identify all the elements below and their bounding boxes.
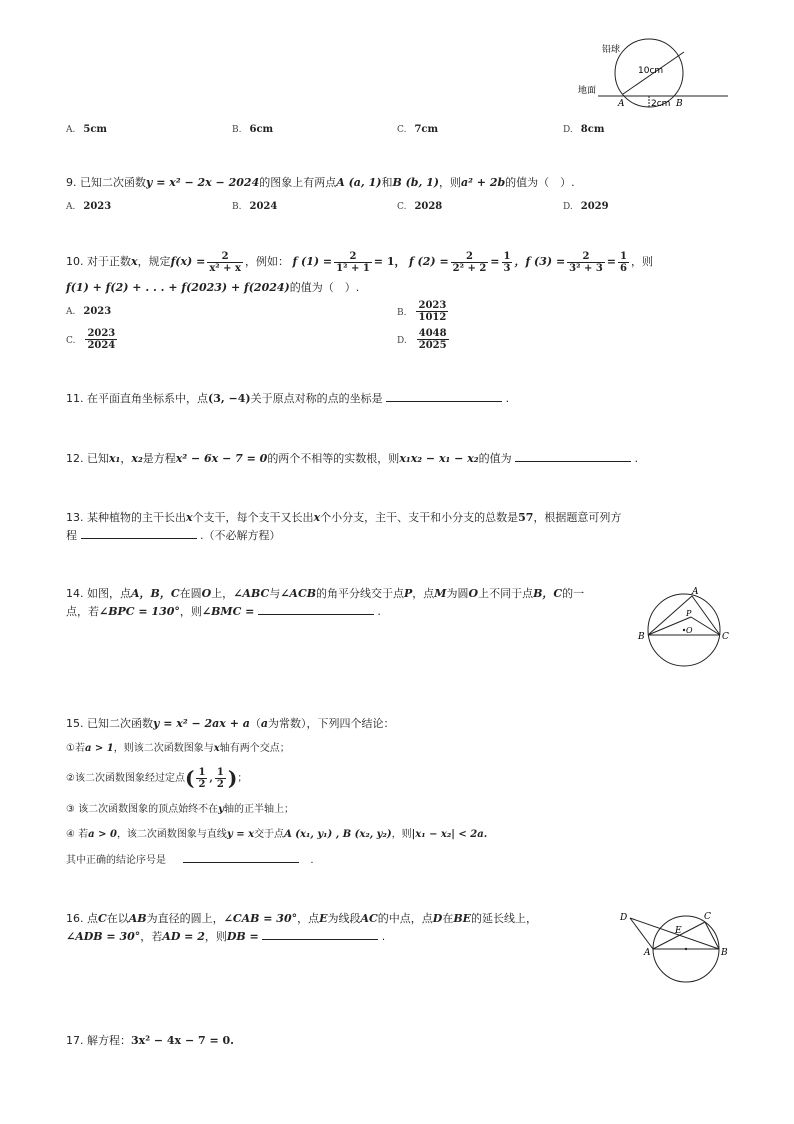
q10-f1: f (1) = bbox=[292, 255, 333, 268]
numerator: 2 bbox=[334, 251, 372, 263]
q14-condition: ∠BPC = 130° bbox=[99, 605, 180, 618]
denominator: 1² + 1 bbox=[336, 262, 370, 274]
point-a-label: A bbox=[618, 99, 625, 109]
option-fraction bbox=[85, 328, 117, 351]
segment-cp bbox=[691, 617, 720, 635]
question-9 bbox=[66, 175, 575, 191]
label-b: B bbox=[721, 948, 728, 958]
period: . bbox=[381, 930, 386, 943]
question-number: 15. bbox=[66, 717, 84, 730]
q16-segment-ac: AC bbox=[360, 912, 378, 925]
q14-text: 如图，点 bbox=[87, 587, 131, 600]
period: . bbox=[634, 452, 639, 465]
q16-ask: DB = bbox=[226, 930, 259, 943]
q14-point-p: P bbox=[404, 587, 413, 600]
answer-blank[interactable] bbox=[258, 604, 374, 615]
q15-text: ，则该二次函数图象与 bbox=[113, 743, 214, 754]
numerator: 2 bbox=[451, 251, 489, 263]
question-number: 13. bbox=[66, 511, 84, 524]
q13-text: 个小分支，主干、支干和小分支的总数是 bbox=[320, 511, 519, 524]
label-p: P bbox=[686, 609, 692, 618]
shot-put-figure bbox=[570, 36, 735, 112]
q10-f3-result bbox=[618, 251, 629, 274]
numerator: 4048 bbox=[418, 328, 447, 339]
option-letter: B. bbox=[397, 307, 407, 318]
q16-point-c: C bbox=[98, 912, 107, 925]
q9-option-d[interactable] bbox=[563, 201, 609, 212]
q16-segment-ab: AB bbox=[128, 912, 147, 925]
question-14-line2 bbox=[66, 604, 381, 620]
label-c: C bbox=[722, 632, 729, 642]
q14-circle-figure bbox=[634, 584, 734, 670]
period: . bbox=[377, 605, 381, 618]
q10-f1-result: = 1， bbox=[373, 255, 406, 268]
label-a: A bbox=[692, 587, 699, 597]
q15-text: ①若 bbox=[66, 743, 85, 754]
q17-equation: 3x² − 4x − 7 = 0. bbox=[131, 1034, 235, 1047]
q13-text: ，根据题意可列方 bbox=[533, 511, 622, 524]
q15-text: （ bbox=[249, 717, 261, 730]
q10-text: 对于正数 bbox=[87, 255, 131, 268]
segment-da bbox=[630, 918, 653, 949]
denominator: 3² + 3 bbox=[569, 262, 603, 274]
paren-open: ( bbox=[184, 766, 195, 790]
q15-var-a: a bbox=[260, 717, 269, 730]
answer-blank[interactable] bbox=[262, 929, 378, 940]
option-letter: A. bbox=[66, 307, 76, 317]
q16-text: 点 bbox=[87, 912, 98, 925]
q10-option-a[interactable] bbox=[66, 306, 111, 317]
q9-option-a[interactable] bbox=[66, 201, 111, 212]
option-value: 2023 bbox=[83, 201, 112, 212]
q15-text: 轴有两个交点； bbox=[219, 743, 290, 754]
numerator: 1 bbox=[198, 766, 206, 778]
q9-text: 的图象上有两点 bbox=[259, 176, 337, 189]
q15-statement-3 bbox=[66, 802, 294, 818]
option-letter: C. bbox=[397, 202, 407, 212]
q14-ask: ∠BMC = bbox=[201, 605, 255, 618]
q12-expr: x₁x₂ − x₁ − x₂ bbox=[399, 452, 479, 465]
option-value: 5cm bbox=[83, 124, 108, 135]
q14-circle-o: O bbox=[201, 587, 212, 600]
q16-text: ，点 bbox=[297, 912, 320, 925]
option-letter: D. bbox=[563, 202, 573, 212]
q15-expr: |x₁ − x₂| < 2a. bbox=[411, 829, 488, 840]
q16-circle-figure bbox=[616, 908, 734, 984]
equals: = bbox=[606, 255, 617, 268]
q17-text: 解方程： bbox=[87, 1034, 131, 1047]
q12-x1: x₁ bbox=[109, 452, 121, 465]
q16-text: ，若 bbox=[140, 930, 163, 943]
q11-text: 在平面直角坐标系中，点 bbox=[87, 392, 208, 405]
q13-text: 个支干，每个支干又长出 bbox=[192, 511, 314, 524]
q15-text: ； bbox=[237, 773, 248, 784]
question-17 bbox=[66, 1033, 234, 1049]
denominator: 2024 bbox=[87, 340, 116, 351]
q13-total: 57 bbox=[518, 511, 534, 524]
q16-point-e: E bbox=[319, 912, 328, 925]
q16-text: 的中点，点 bbox=[377, 912, 433, 925]
segment-bp bbox=[648, 617, 691, 635]
q10-def-fraction bbox=[207, 251, 243, 274]
q9-option-c[interactable] bbox=[397, 201, 442, 212]
center-dot bbox=[685, 948, 687, 950]
comma: , bbox=[209, 773, 213, 784]
q15-condition: a > 1 bbox=[84, 743, 114, 754]
q15-points: A (x₁, y₁) , B (x₂, y₂) bbox=[284, 829, 392, 840]
q9-point-a: A (a, 1) bbox=[336, 176, 382, 189]
q14-text: 的一 bbox=[562, 587, 585, 600]
q16-angle: ∠CAB = 30° bbox=[223, 912, 298, 925]
q9-point-b: B (b, 1) bbox=[392, 176, 439, 189]
q14-text: 上不同于点 bbox=[478, 587, 534, 600]
center-dot bbox=[683, 629, 685, 631]
q8-option-d[interactable] bbox=[563, 124, 604, 135]
label-d: D bbox=[620, 913, 628, 923]
q13-var-x: x bbox=[186, 511, 193, 524]
denominator: 2² + 2 bbox=[452, 262, 487, 274]
q12-text: ， bbox=[120, 452, 132, 465]
question-16-line2 bbox=[66, 929, 385, 945]
question-10-line1 bbox=[66, 247, 653, 277]
question-11 bbox=[66, 391, 509, 407]
q15-text: ③ 该二次函数图象的顶点始终不在 bbox=[66, 804, 219, 815]
q8-option-c[interactable] bbox=[397, 124, 438, 135]
answer-blank[interactable] bbox=[183, 852, 299, 863]
q10-text: 的值为（ ）. bbox=[289, 281, 360, 294]
q14-point-m: M bbox=[434, 587, 447, 600]
q12-text: 的两个不相等的实数根，则 bbox=[267, 452, 400, 465]
option-value: 6cm bbox=[249, 124, 274, 135]
q15-text: 其中正确的结论序号是 bbox=[66, 855, 166, 866]
q15-line: y = x bbox=[226, 829, 255, 840]
q15-text: 轴的正半轴上； bbox=[223, 804, 294, 815]
question-14-line1 bbox=[66, 586, 584, 602]
label-c: C bbox=[704, 912, 711, 922]
q14-text: 点，若 bbox=[66, 605, 99, 618]
q14-circle-o: O bbox=[468, 587, 479, 600]
q15-text: ，该二次函数图象与直线 bbox=[116, 829, 227, 840]
q14-text: 为圆 bbox=[446, 587, 469, 600]
q15-text: 已知二次函数 bbox=[87, 717, 153, 730]
q15-text: ④ 若 bbox=[66, 829, 89, 840]
denominator: x² + x bbox=[209, 262, 241, 274]
q15-condition: a > 0 bbox=[88, 829, 117, 840]
option-value: 2024 bbox=[249, 201, 278, 212]
denominator: 2 bbox=[216, 778, 224, 790]
q16-text: 在以 bbox=[106, 912, 129, 925]
option-letter: B. bbox=[232, 125, 242, 135]
point-b-label: B bbox=[676, 99, 683, 109]
option-value: 2029 bbox=[580, 201, 609, 212]
diameter-label: 10cm bbox=[638, 66, 664, 76]
q9-text: 的值为（ ）. bbox=[505, 176, 575, 189]
q15-conclusion bbox=[66, 852, 314, 869]
numerator: 1 bbox=[620, 250, 627, 262]
q15-var-y: y bbox=[218, 804, 224, 815]
numerator: 1 bbox=[503, 250, 511, 262]
option-value: 2023 bbox=[83, 306, 112, 317]
q10-var-x: x bbox=[131, 255, 138, 268]
q9-formula: y = x² − 2x − 2024 bbox=[146, 176, 260, 189]
q10-f2-fraction bbox=[451, 251, 489, 274]
q9-option-b[interactable] bbox=[232, 201, 277, 212]
q10-fx: f(x) = bbox=[170, 255, 206, 268]
answer-blank[interactable] bbox=[386, 391, 502, 402]
q10-f1-fraction bbox=[334, 251, 372, 274]
label-o: O bbox=[686, 626, 693, 635]
numerator: 2 bbox=[567, 251, 605, 263]
q9-expr: a² + 2b bbox=[461, 176, 506, 189]
answer-blank[interactable] bbox=[515, 451, 631, 462]
q16-text: 为直径的圆上， bbox=[146, 912, 224, 925]
depth-label: 2cm bbox=[651, 99, 671, 109]
q15-text: 交于点 bbox=[254, 829, 285, 840]
q13-text: 某种植物的主干长出 bbox=[87, 511, 186, 524]
option-letter: D. bbox=[397, 335, 407, 346]
q16-text: 为线段 bbox=[327, 912, 361, 925]
q13-var-x: x bbox=[313, 511, 321, 524]
q11-point: (3, −4) bbox=[208, 392, 251, 405]
ground-label: 地面 bbox=[578, 86, 597, 96]
q10-f3-fraction bbox=[567, 251, 605, 274]
label-b: B bbox=[638, 632, 645, 642]
question-number: 17. bbox=[66, 1034, 84, 1047]
q10-option-d[interactable] bbox=[397, 328, 451, 351]
question-number: 16. bbox=[66, 912, 84, 925]
q16-point-d: D bbox=[432, 912, 443, 925]
question-number: 9. bbox=[66, 176, 77, 189]
q10-f2-result bbox=[502, 251, 513, 274]
option-fraction bbox=[417, 328, 449, 351]
q14-points: B，C bbox=[533, 587, 563, 600]
q16-text: 的延长线上， bbox=[471, 912, 538, 925]
q14-text: ，则 bbox=[179, 605, 202, 618]
q14-points: A，B，C bbox=[131, 587, 180, 600]
q13-text: .（不必解方程） bbox=[200, 529, 281, 542]
q10-text: ，则 bbox=[630, 255, 653, 268]
ball-label: 铅球 bbox=[602, 45, 621, 55]
paren-close: ) bbox=[227, 766, 238, 790]
q15-text: 为常数），下列四个结论： bbox=[268, 717, 395, 730]
label-e: E bbox=[675, 926, 682, 936]
denominator: 3 bbox=[503, 262, 511, 274]
q10-f2: f (2) = bbox=[408, 255, 449, 268]
period: . bbox=[505, 392, 510, 405]
option-letter: B. bbox=[232, 202, 242, 212]
question-13-line2 bbox=[66, 528, 281, 544]
fraction bbox=[196, 767, 207, 790]
answer-blank[interactable] bbox=[81, 528, 197, 539]
period: . bbox=[310, 855, 314, 866]
q15-var-x: x bbox=[213, 743, 220, 754]
question-15 bbox=[66, 716, 395, 732]
q8-option-a[interactable] bbox=[66, 124, 107, 135]
q16-text: ，则 bbox=[204, 930, 227, 943]
q10-text: ，例如： bbox=[244, 255, 289, 268]
option-value: 7cm bbox=[414, 124, 439, 135]
q13-text: 程 bbox=[66, 529, 77, 542]
q14-text: 上， bbox=[211, 587, 234, 600]
q10-text: ，规定 bbox=[137, 255, 171, 268]
q10-sum: f(1) + f(2) + . . . + f(2023) + f(2024) bbox=[66, 281, 290, 294]
q9-text: ，则 bbox=[439, 176, 461, 189]
numerator: 1 bbox=[216, 766, 224, 778]
denominator: 2025 bbox=[418, 340, 447, 351]
q10-option-b[interactable] bbox=[397, 300, 450, 323]
question-10-line2 bbox=[66, 280, 359, 296]
q11-text: 关于原点对称的点的坐标是 bbox=[250, 392, 383, 405]
q16-segment-be: BE bbox=[453, 912, 472, 925]
q10-f3: ，f (3) = bbox=[514, 255, 566, 268]
question-13-line1 bbox=[66, 510, 621, 526]
q10-option-c[interactable] bbox=[66, 328, 119, 351]
q12-text: 的值为 bbox=[478, 452, 512, 465]
question-number: 11. bbox=[66, 392, 84, 405]
q16-ad: AD = 2 bbox=[162, 930, 205, 943]
question-number: 12. bbox=[66, 452, 84, 465]
question-number: 14. bbox=[66, 587, 84, 600]
q14-text: 的角平分线交于点 bbox=[316, 587, 405, 600]
q15-text: ，则 bbox=[391, 829, 412, 840]
q14-text: 在圆 bbox=[179, 587, 202, 600]
option-value: 2028 bbox=[414, 201, 443, 212]
question-number: 10. bbox=[66, 255, 84, 268]
equals: = bbox=[490, 255, 500, 268]
question-16-line1 bbox=[66, 911, 537, 927]
q14-text: 与 bbox=[269, 587, 281, 600]
label-a: A bbox=[644, 948, 651, 958]
question-12 bbox=[66, 451, 638, 467]
q12-text: 已知 bbox=[87, 452, 109, 465]
q15-statement-4 bbox=[66, 827, 487, 843]
numerator: 2 bbox=[207, 251, 243, 263]
q8-option-b[interactable] bbox=[232, 124, 273, 135]
q16-text: 在 bbox=[442, 912, 454, 925]
q14-angle: ∠ACB bbox=[280, 587, 317, 600]
q14-text: ，点 bbox=[412, 587, 435, 600]
q15-formula: y = x² − 2ax + a bbox=[153, 717, 250, 730]
q15-statement-1 bbox=[66, 741, 290, 757]
option-letter: C. bbox=[397, 125, 407, 135]
option-fraction bbox=[416, 300, 448, 323]
option-value: 8cm bbox=[580, 124, 605, 135]
q12-text: 是方程 bbox=[142, 452, 176, 465]
q12-x2: x₂ bbox=[131, 452, 143, 465]
numerator: 2023 bbox=[87, 328, 116, 339]
q9-text: 已知二次函数 bbox=[80, 176, 146, 189]
q12-equation: x² − 6x − 7 = 0 bbox=[175, 452, 268, 465]
numerator: 2023 bbox=[418, 300, 447, 311]
option-letter: C. bbox=[66, 335, 76, 346]
q15-text: ②该二次函数图象经过定点 bbox=[66, 773, 185, 784]
denominator: 1012 bbox=[418, 312, 447, 323]
fraction bbox=[215, 767, 226, 790]
option-letter: A. bbox=[66, 125, 76, 135]
denominator: 6 bbox=[620, 262, 627, 274]
q16-condition: ∠ADB = 30° bbox=[66, 930, 141, 943]
q14-angle: ∠ABC bbox=[233, 587, 270, 600]
option-letter: D. bbox=[563, 125, 573, 135]
denominator: 2 bbox=[198, 778, 206, 790]
q15-statement-2 bbox=[66, 765, 247, 792]
q9-text: 和 bbox=[381, 176, 393, 189]
option-letter: A. bbox=[66, 202, 76, 212]
